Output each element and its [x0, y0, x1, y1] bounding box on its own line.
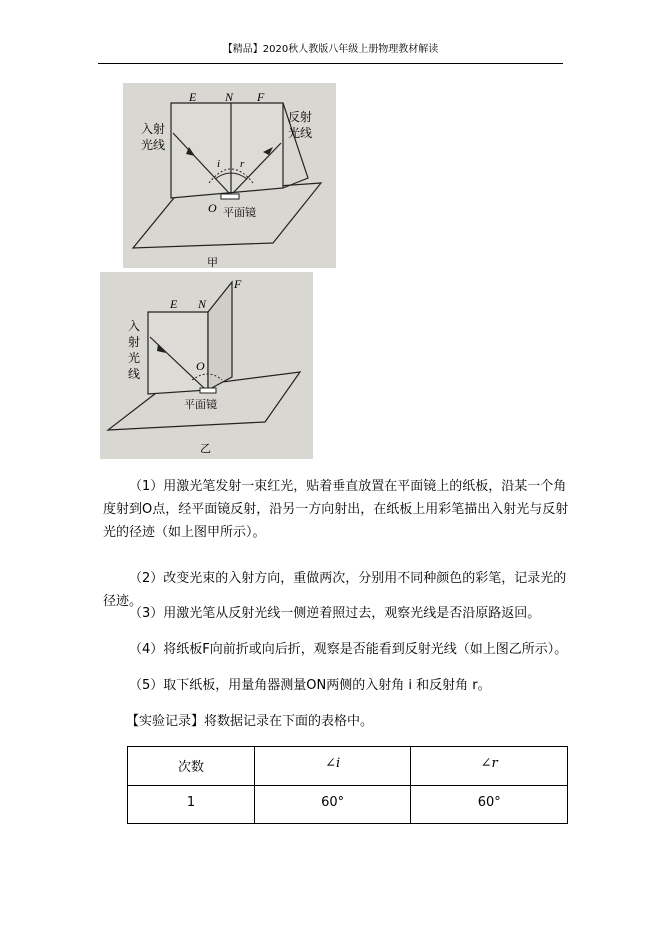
fig-b-point-o: O — [196, 359, 205, 373]
header-title: 【精品】2020秋人教版八年级上册物理教材解读 — [222, 44, 439, 55]
table-cell-angle-r: 60° — [411, 786, 568, 824]
data-table — [127, 746, 568, 824]
fig-b-incident-1: 入 — [128, 319, 141, 333]
figure-a-diagram — [123, 83, 336, 268]
figure-b — [100, 272, 313, 459]
step-4: （4）将纸板F向前折或向后折，观察是否能看到反射光线（如上图乙所示）。 — [129, 642, 568, 657]
fig-b-incident-2: 射 — [128, 335, 141, 349]
step-2: （2）改变光束的入射方向，重做两次，分别用不同种颜色的彩笔，记录光的径迹。 — [103, 571, 567, 609]
table-header-row — [128, 747, 568, 786]
fig-a-label-e: E — [189, 90, 197, 104]
fig-a-reflected-1: 反射 — [288, 110, 313, 124]
fig-b-caption: 乙 — [200, 442, 211, 455]
table-cell-angle-i: 60° — [254, 786, 411, 824]
fig-a-angle-i: i — [217, 158, 221, 170]
fig-a-incident-2: 光线 — [141, 138, 166, 152]
table-cell-count: 1 — [128, 786, 255, 824]
fig-a-label-f: F — [257, 90, 265, 104]
fig-a-mirror-label: 平面镜 — [223, 206, 256, 219]
fig-a-angle-r: r — [240, 158, 245, 170]
fig-a-label-n: N — [225, 90, 234, 104]
page-header — [98, 6, 563, 64]
fig-b-label-e: E — [170, 297, 178, 311]
step-1: （1）用激光笔发射一束红光，贴着垂直放置在平面镜上的纸板，沿某一个角度射到O点，经平面镜反射，沿另一方向射出，在纸板上用彩笔描出入射光与反射光的径迹（如上图甲所示）。 — [103, 479, 569, 540]
record-title: 【实验记录】将数据记录在下面的表格中。 — [126, 714, 374, 729]
step-5: （5）取下纸板，用量角器测量ON两侧的入射角 i 和反射角 r。 — [129, 678, 491, 693]
step-3: （3）用激光笔从反射光线一侧逆着照过去，观察光线是否沿原路返回。 — [129, 606, 541, 621]
fig-a-incident-1: 入射 — [141, 122, 166, 136]
fig-b-label-f: F — [234, 277, 242, 291]
figure-b-diagram — [100, 272, 313, 459]
table-row — [128, 786, 568, 824]
fig-a-caption: 甲 — [207, 256, 218, 268]
fig-b-label-n: N — [198, 297, 207, 311]
fig-a-reflected-2: 光线 — [288, 126, 313, 140]
table-header-angle-r: ∠r — [411, 747, 568, 786]
fig-b-mirror-label: 平面镜 — [184, 398, 217, 411]
table-header-count: 次数 — [128, 747, 255, 786]
fig-a-point-o: O — [208, 201, 217, 215]
fig-b-incident-4: 线 — [128, 367, 141, 381]
figure-a — [123, 83, 336, 268]
table-header-angle-i: ∠i — [254, 747, 411, 786]
fig-b-incident-3: 光 — [128, 351, 141, 365]
